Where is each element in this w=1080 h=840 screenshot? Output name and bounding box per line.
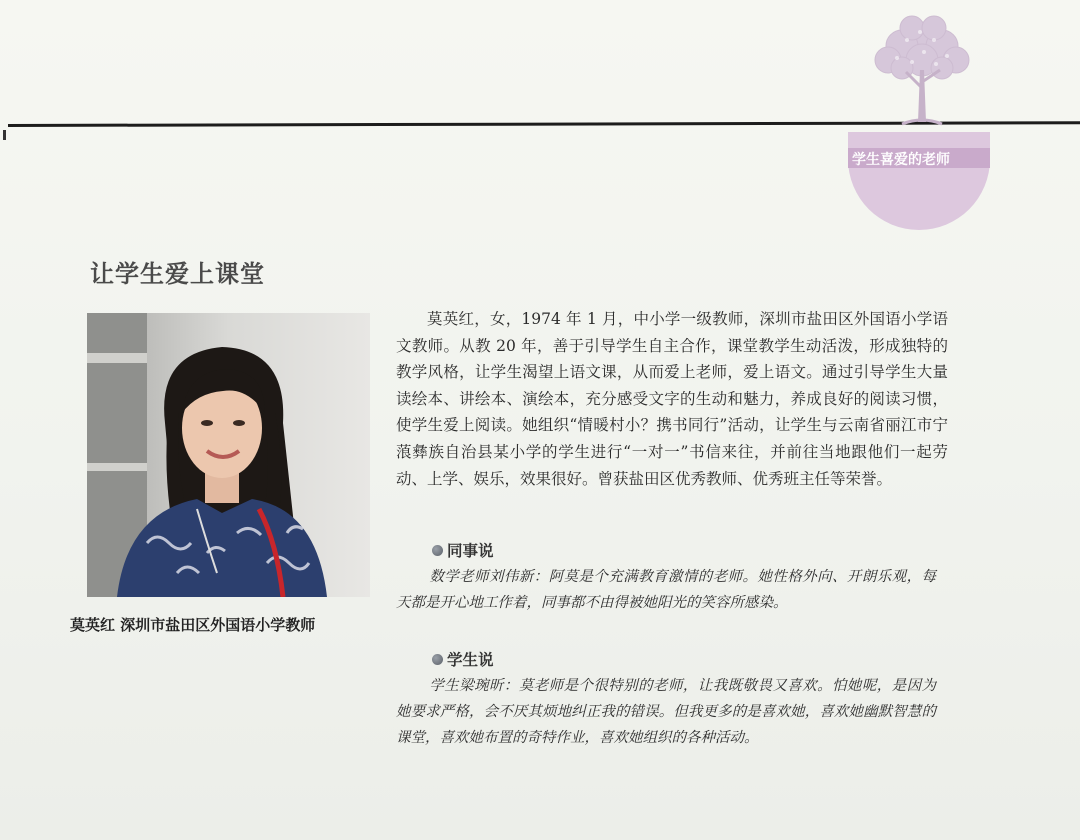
column-label: 学生喜爱的老师: [852, 152, 950, 168]
bullet-dot-icon: [432, 545, 443, 556]
bio-paragraph: 莫英红，女，1974 年 1 月，中小学一级教师，深圳市盐田区外国语小学语文教师。从教 20 年，善于引导学生自主合作，课堂教学生动活泼，形成独特的教学风格，让学生渴望上语文课，从而爱上老师，爱上语文。通过引导学生大量读绘本、讲绘本、演绘本，充分感受文字的生动和魅力，养成良好的阅读习惯，使学生爱上阅读。她组织“情暖村小？携书同行”活动，让学生与云南省丽江市宁蒗彝族自治县某小学的学生进行“一对一”书信来往，并前往当地跟他们一起劳动、上学、娱乐，效果很好。曾获盐田区优秀教师、优秀班主任等荣誉。: [396, 310, 948, 488]
portrait-illustration: [87, 313, 370, 597]
colleague-quote: 数学老师刘伟新：阿莫是个充满教育激情的老师。她性格外向、开朗乐观，每天都是开心地工作着，同事都不由得被她阳光的笑容所感染。: [396, 569, 936, 611]
colleague-heading-text: 同事说: [447, 542, 494, 560]
bullet-dot-icon: [432, 654, 443, 665]
photo-caption: 莫英红 深圳市盐田区外国语小学教师: [70, 616, 316, 634]
column-emblem: [848, 10, 998, 225]
student-heading-text: 学生说: [447, 651, 494, 669]
emblem-disc: [848, 132, 990, 230]
portrait-photo: [87, 313, 370, 597]
student-heading: [432, 648, 494, 670]
tree-icon: [862, 10, 982, 132]
rule-tick-mark: [3, 130, 6, 140]
student-quote: 学生梁琬昕：莫老师是个很特别的老师，让我既敬畏又喜欢。怕她呢，是因为她要求严格，会不厌其烦地纠正我的错误。但我更多的是喜欢她，喜欢她幽默智慧的课堂，喜欢她布置的奇特作业，喜欢她组织的各种活动。: [396, 678, 936, 746]
article-title: 让学生爱上课堂: [90, 260, 265, 288]
colleague-heading: [432, 539, 494, 561]
